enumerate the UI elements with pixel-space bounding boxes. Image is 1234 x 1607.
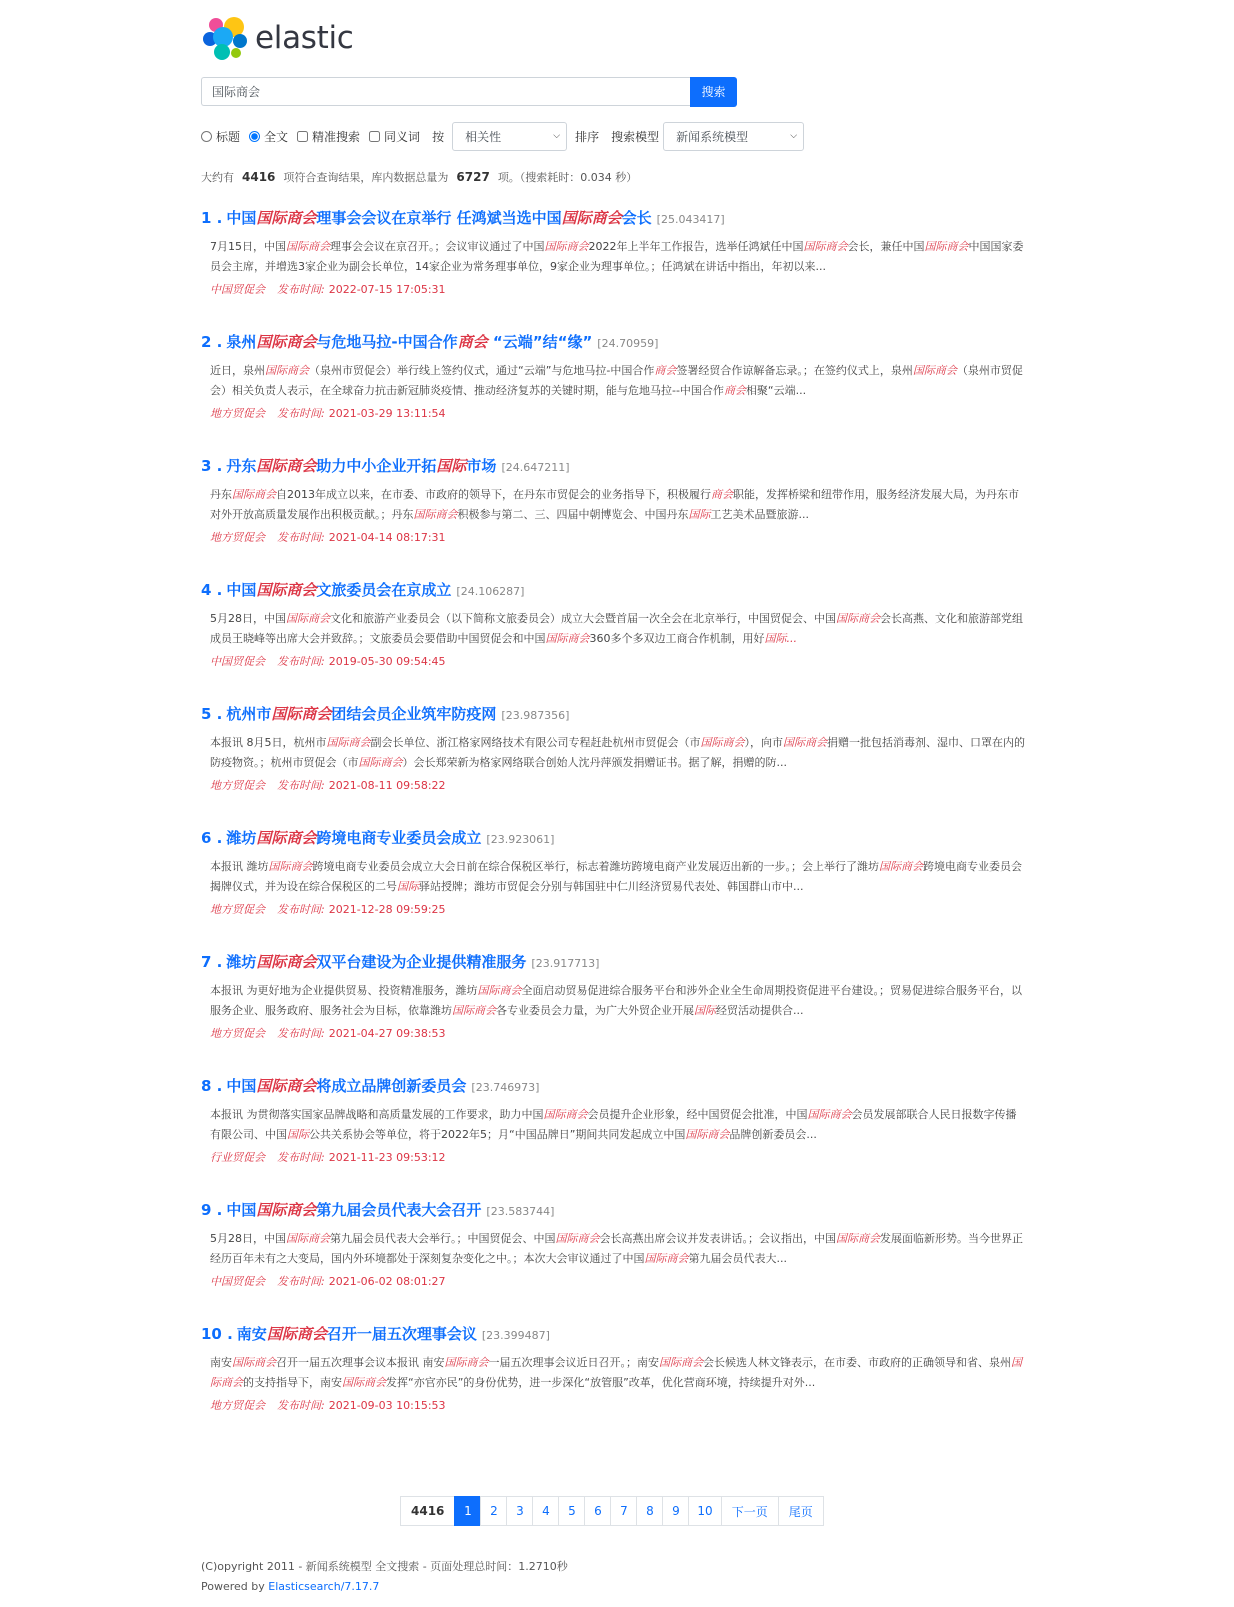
publish-time-label: 发布时间:	[277, 1151, 325, 1164]
result-meta	[210, 777, 1035, 793]
result-title-link[interactable]	[201, 579, 1035, 601]
result-title-link[interactable]	[201, 703, 1035, 725]
publish-date: 2021-06-02 08:01:27	[328, 1275, 446, 1288]
result-snippet	[210, 1353, 1025, 1392]
result-number: 6 .	[201, 829, 223, 847]
highlight-term: 国际商会	[256, 953, 317, 971]
highlight-term: 国际商会	[783, 736, 827, 749]
text-segment: 会长候选人林文锋表示，在市委、市政府的正确领导和省、泉州	[703, 1356, 1011, 1369]
relevance-score: [24.647211]	[501, 461, 570, 474]
text-segment: 第九届会员代表大会举行。；中国贸促会、中国	[330, 1232, 556, 1245]
highlight-term: 国际商会	[555, 1232, 600, 1245]
result-source: 行业贸促会	[210, 1151, 265, 1164]
result-item	[201, 1199, 1035, 1323]
text-segment: 理事会会议在京召开。；会议审议通过了中国	[330, 240, 545, 253]
text-segment: 职能，发挥桥梁和纽带作用，服务经济发展大局，为丹东市对外开放高质量发展作出积极贡献。；丹东	[210, 488, 1019, 521]
publish-time-label: 发布时间:	[277, 283, 325, 296]
result-snippet	[210, 1229, 1025, 1268]
highlight-term: 国际商会	[265, 364, 309, 377]
result-item	[201, 951, 1035, 1075]
publish-date: 2021-11-23 09:53:12	[328, 1151, 446, 1164]
text-segment: 5月28日，中国	[210, 612, 286, 625]
text-segment: 5月28日，中国	[210, 1232, 286, 1245]
highlight-term: 商会	[654, 364, 677, 377]
highlight-term: 国际商会	[232, 1356, 276, 1369]
scope-fulltext-radio[interactable]	[249, 131, 260, 142]
text-segment: 自2013年成立以来，在市委、市政府的领导下，在丹东市贸促会的业务指导下，积极履行	[276, 488, 711, 501]
highlight-term: 国际商会	[286, 240, 330, 253]
text-segment: 发挥“亦官亦民”的身份优势，进一步深化“放管服”改革，优化营商环境，持续提升对外...	[386, 1375, 816, 1389]
result-number: 3 .	[201, 457, 223, 475]
synonym-option[interactable]: 同义词	[369, 128, 420, 145]
result-source: 地方贸促会	[210, 903, 265, 916]
highlight-term: 国际商会	[256, 333, 317, 351]
page-link[interactable]: 1	[454, 1496, 481, 1526]
result-meta	[210, 1273, 1035, 1289]
page-link[interactable]: 4	[532, 1496, 559, 1526]
text-segment: 丹东	[210, 488, 232, 501]
highlight-term: 国际商会	[256, 1201, 317, 1219]
highlight-term: 国际商会	[413, 507, 458, 521]
publish-date: 2021-04-14 08:17:31	[328, 531, 446, 544]
relevance-score: [24.70959]	[597, 337, 659, 350]
highlight-term: 国际商会	[326, 736, 371, 749]
result-number: 10 .	[201, 1325, 233, 1343]
highlight-term: 商会	[457, 333, 488, 351]
page-link[interactable]: 8	[636, 1496, 663, 1526]
highlight-term: 国际	[694, 1003, 716, 1017]
model-select[interactable]	[663, 122, 804, 151]
text-segment: （泉州市贸促会）相关负责人表示，在全球奋力抗击新冠肺炎疫情、推动经济复苏的关键时期，能与危地马拉--中国合作	[210, 364, 1023, 397]
chevron-down-icon: ⌵	[553, 131, 561, 141]
result-source: 地方贸促会	[210, 1399, 265, 1412]
result-title-link[interactable]	[201, 331, 1035, 353]
text-segment: 捐赠一批包括消毒剂、湿巾、口罩在内的防疫物资。；杭州市贸促会（市	[210, 736, 1025, 769]
result-title-link[interactable]	[201, 1199, 1035, 1221]
text-segment: 杭州市	[226, 705, 272, 723]
scope-title-radio[interactable]	[201, 131, 212, 142]
highlight-term: 国际商会	[210, 1356, 1022, 1389]
publish-date: 2021-08-11 09:58:22	[328, 779, 446, 792]
result-source: 中国贸促会	[210, 283, 265, 296]
text-segment: 会长，兼任中国	[847, 240, 925, 253]
highlight-term: 商会	[723, 383, 746, 397]
text-segment: ）会长郑荣新为格家网络联合创始人沈丹萍颁发捐赠证书。据了解，捐赠的防...	[402, 755, 787, 769]
highlight-term: 国际商会	[342, 1375, 386, 1389]
result-title-link[interactable]	[201, 951, 1035, 973]
highlight-term: 国际	[287, 1127, 309, 1141]
relevance-score: [23.746973]	[471, 1081, 540, 1094]
brand-name: elastic	[255, 20, 354, 56]
text-segment: 一届五次理事会议近日召开。；南安	[488, 1356, 659, 1369]
publish-date: 2022-07-15 17:05:31	[328, 283, 446, 296]
text-segment: 理事会会议在京举行 任鸿斌当选中国	[316, 209, 562, 227]
result-item	[201, 1075, 1035, 1199]
exact-search-option[interactable]: 精准搜索	[297, 128, 360, 145]
highlight-term: 国际商会	[659, 1356, 703, 1369]
result-item	[201, 455, 1035, 579]
text-segment: 中国	[226, 209, 257, 227]
publish-date: 2019-05-30 09:54:45	[328, 655, 446, 668]
highlight-term: 国际商会	[286, 612, 330, 625]
publish-time-label: 发布时间:	[277, 407, 325, 420]
text-segment: 中国	[226, 581, 257, 599]
result-item	[201, 1323, 1035, 1447]
publish-time-label: 发布时间:	[277, 1027, 325, 1040]
search-bar	[201, 77, 737, 107]
text-segment: 发展面临新形势。当今世界正经历百年未有之大变局，国内外环境都处于深刻复杂变化之中。；本次大会审议通过了中国	[210, 1232, 1023, 1265]
result-meta	[210, 1149, 1035, 1165]
text-segment: 与危地马拉-中国合作	[316, 333, 458, 351]
results-list	[201, 207, 1035, 1447]
text-segment: （泉州市贸促会）举行线上签约仪式，通过“云端”与危地马拉-中国合作	[309, 364, 655, 377]
publish-date: 2021-03-29 13:11:54	[328, 407, 446, 420]
text-segment: 积极参与第二、三、四届中朝博览会、中国丹东	[457, 507, 689, 521]
brand-logo[interactable]	[201, 14, 354, 62]
scope-fulltext-option[interactable]: 全文	[249, 128, 288, 145]
publish-date: 2021-09-03 10:15:53	[328, 1399, 446, 1412]
result-number: 2 .	[201, 333, 223, 351]
result-number: 4 .	[201, 581, 223, 599]
text-segment: 本报讯 8月5日，杭州市	[210, 736, 327, 749]
result-meta	[210, 405, 1035, 421]
search-button[interactable]: 搜索	[690, 77, 737, 107]
highlight-term: 商会	[711, 488, 733, 501]
result-number: 5 .	[201, 705, 223, 723]
elasticsearch-link[interactable]: Elasticsearch/7.17.7	[268, 1580, 380, 1593]
result-snippet	[210, 361, 1025, 400]
result-snippet	[210, 237, 1025, 276]
result-count: 4416	[242, 170, 276, 184]
powered-by: Powered by Elasticsearch/7.17.7	[201, 1580, 380, 1593]
result-stats: 大约有 4416 项符合查询结果，库内数据总量为 6727 项。（搜索耗时：0.034 秒）	[201, 170, 638, 184]
highlight-term: 国际商会	[879, 860, 923, 873]
highlight-term: 国际商会	[266, 1325, 327, 1343]
result-snippet	[210, 1105, 1025, 1144]
result-item	[201, 207, 1035, 331]
text-segment: 360多个多双边工商合作机制，用好	[589, 631, 765, 645]
highlight-term: 国际	[436, 457, 467, 475]
result-meta	[210, 1025, 1035, 1041]
highlight-term: 国际商会	[912, 364, 957, 377]
result-snippet	[210, 609, 1025, 648]
page-link[interactable]: 5	[558, 1496, 585, 1526]
text-segment: 近日，泉州	[210, 364, 265, 377]
text-segment: 工艺美术品暨旅游...	[710, 507, 809, 521]
publish-time-label: 发布时间:	[277, 903, 325, 916]
highlight-term: 国际商会	[286, 1232, 330, 1245]
result-item	[201, 703, 1035, 827]
result-number: 1 .	[201, 209, 223, 227]
text-segment: 的支持指导下，南安	[243, 1375, 342, 1389]
model-select-value: 新闻系统模型	[676, 129, 749, 144]
text-segment: 相聚“云端...	[745, 383, 807, 397]
highlight-term: 国际...	[764, 631, 797, 645]
result-snippet	[210, 857, 1025, 896]
highlight-term: 国际商会	[803, 240, 848, 253]
text-segment: 会长高燕出席会议并发表讲话。；会议指出，中国	[599, 1232, 836, 1245]
text-segment: 将成立品牌创新委员会	[316, 1077, 467, 1095]
text-segment: 跨境电商专业委员会成立大会日前在综合保税区举行，标志着潍坊跨境电商产业发展迈出新的一步。；会上举行了潍坊	[312, 860, 879, 873]
text-segment: 市场	[466, 457, 497, 475]
result-snippet	[210, 981, 1025, 1020]
highlight-term: 国际商会	[477, 984, 522, 997]
highlight-term: 国际商会	[256, 581, 317, 599]
text-segment: 丹东	[226, 457, 257, 475]
text-segment: 会员提升企业形象，经中国贸促会批准，中国	[587, 1108, 808, 1121]
search-options	[201, 121, 804, 151]
publish-time-label: 发布时间:	[277, 1275, 325, 1288]
search-input[interactable]	[201, 77, 690, 106]
sort-select[interactable]	[452, 122, 567, 151]
text-segment: 全面启动贸易促进综合服务平台和涉外企业全生命周期投资促进平台建设。；贸易促进综合服务平台，以服务企业、服务政府、服务社会为目标，依靠潍坊	[210, 984, 1022, 1017]
highlight-term: 国际商会	[256, 829, 317, 847]
highlight-term: 国际商会	[256, 1077, 317, 1095]
result-source: 地方贸促会	[210, 1027, 265, 1040]
text-segment: 跨境电商专业委员会揭牌仪式，并为设在综合保税区的二号	[210, 860, 1022, 893]
text-segment: 会长高燕、文化和旅游部党组成员王晓峰等出席大会并致辞。；文旅委员会要借助中国贸促会和中国	[210, 612, 1023, 645]
highlight-term: 国际商会	[232, 488, 276, 501]
highlight-term: 国际商会	[452, 1003, 496, 1017]
sort-by-label: 按	[432, 129, 445, 144]
text-segment: 泉州	[226, 333, 257, 351]
text-segment: 本报讯 为贯彻落实国家品牌战略和高质量发展的工作要求，助力中国	[210, 1108, 544, 1121]
highlight-term: 国际商会	[836, 1232, 880, 1245]
sort-select-value: 相关性	[465, 129, 502, 144]
highlight-term: 国际商会	[543, 1108, 588, 1121]
result-number: 9 .	[201, 1201, 223, 1219]
text-segment: 双平台建设为企业提供精准服务	[316, 953, 527, 971]
result-meta	[210, 1397, 1035, 1413]
highlight-term: 国际商会	[644, 1251, 689, 1265]
highlight-term: 国际商会	[561, 209, 622, 227]
publish-time-label: 发布时间:	[277, 779, 325, 792]
result-meta	[210, 529, 1035, 545]
result-snippet	[210, 733, 1025, 772]
footer	[201, 1557, 568, 1597]
text-segment: 签署经贸合作谅解备忘录。；在签约仪式上，泉州	[676, 364, 913, 377]
relevance-score: [25.043417]	[656, 213, 725, 226]
result-meta	[210, 281, 1035, 297]
result-source: 中国贸促会	[210, 1275, 265, 1288]
highlight-term: 国际商会	[271, 705, 332, 723]
highlight-term: 国际商会	[256, 209, 317, 227]
result-source: 地方贸促会	[210, 531, 265, 544]
highlight-term: 国际	[397, 879, 419, 893]
next-page-link[interactable]: 下一页	[721, 1496, 779, 1526]
highlight-term: 国际商会	[924, 240, 969, 253]
text-segment: 助力中小企业开拓	[316, 457, 437, 475]
relevance-score: [23.923061]	[486, 833, 555, 846]
text-segment: 7月15日，中国	[210, 240, 286, 253]
publish-time-label: 发布时间:	[277, 655, 325, 668]
publish-time-label: 发布时间:	[277, 531, 325, 544]
text-segment: 第九届会员代表大会召开	[316, 1201, 482, 1219]
total-count: 6727	[456, 170, 490, 184]
result-source: 中国贸促会	[210, 655, 265, 668]
highlight-term: 国际	[688, 507, 711, 521]
text-segment: 文旅委员会在京成立	[316, 581, 452, 599]
result-title-link[interactable]	[201, 207, 1035, 229]
text-segment: 公共关系协会等单位，将于2022年5；月“中国品牌日”期间共同发起成立中国	[309, 1127, 686, 1141]
text-segment: 会员发展部联合人民日报数字传播有限公司、中国	[210, 1108, 1017, 1141]
result-source: 地方贸促会	[210, 407, 265, 420]
pagination-total: 4416	[400, 1496, 455, 1526]
result-number: 7 .	[201, 953, 223, 971]
text-segment: 团结会员企业筑牢防疫网	[331, 705, 497, 723]
result-title-link[interactable]	[201, 827, 1035, 849]
text-segment: 品牌创新委员会...	[729, 1127, 817, 1141]
copyright-text: (C)opyright 2011 - 新闻系统模型 全文搜索 - 页面处理总时间：1.2710秒	[201, 1560, 568, 1573]
result-title-link[interactable]	[201, 455, 1035, 477]
highlight-term: 国际商会	[700, 736, 745, 749]
page-link[interactable]: 10	[688, 1496, 721, 1526]
result-title-link[interactable]	[201, 1323, 1035, 1345]
text-segment: 跨境电商专业委员会成立	[316, 829, 482, 847]
relevance-score: [24.106287]	[456, 585, 525, 598]
text-segment: 中国国家委员会主席，并增选3家企业为副会长单位，14家企业为常务理事单位，9家企业为理事单位。；任鸿斌在讲话中指出，年初以来...	[210, 240, 1024, 273]
relevance-score: [23.399487]	[481, 1329, 550, 1342]
result-item	[201, 827, 1035, 951]
result-title-link[interactable]	[201, 1075, 1035, 1097]
highlight-term: 国际商会	[836, 612, 880, 625]
text-segment: 驿站授牌；潍坊市贸促会分别与韩国驻中仁川经济贸易代表处、韩国群山市中...	[419, 879, 804, 893]
text-segment: 本报讯 为更好地为企业提供贸易、投资精准服务，潍坊	[210, 984, 478, 997]
scope-title-option[interactable]: 标题	[201, 128, 240, 145]
text-segment: 中国	[226, 1201, 257, 1219]
page-link[interactable]: 7	[610, 1496, 637, 1526]
text-segment: 南安	[236, 1325, 267, 1343]
pagination	[401, 1496, 824, 1526]
elastic-logo-icon	[201, 14, 249, 62]
chevron-down-icon: ⌵	[790, 131, 798, 141]
highlight-term: 国际商会	[268, 860, 313, 873]
result-source: 地方贸促会	[210, 779, 265, 792]
last-page-link[interactable]: 尾页	[778, 1496, 824, 1526]
highlight-term: 国际商会	[807, 1108, 852, 1121]
highlight-term: 国际商会	[256, 457, 317, 475]
result-item	[201, 579, 1035, 703]
text-segment: 召开一届五次理事会议本报讯 南安	[276, 1356, 445, 1369]
relevance-score: [23.917713]	[531, 957, 600, 970]
synonym-checkbox[interactable]	[369, 131, 380, 142]
text-segment: 本报讯 潍坊	[210, 860, 269, 873]
result-number: 8 .	[201, 1077, 223, 1095]
publish-time-label: 发布时间:	[277, 1399, 325, 1412]
text-segment: 潍坊	[226, 953, 257, 971]
highlight-term: 国际商会	[544, 240, 589, 253]
text-segment: ），向市	[744, 736, 783, 749]
publish-date: 2021-12-28 09:59:25	[328, 903, 446, 916]
relevance-score: [23.987356]	[501, 709, 570, 722]
sort-label: 排序	[575, 129, 600, 144]
text-segment: 第九届会员代表大...	[688, 1251, 787, 1265]
text-segment: 会长	[621, 209, 652, 227]
text-segment: 南安	[210, 1356, 232, 1369]
relevance-score: [23.583744]	[486, 1205, 555, 1218]
result-meta	[210, 653, 1035, 669]
text-segment: “云端”结“缘”	[487, 333, 593, 351]
model-label: 搜索模型	[611, 129, 660, 144]
text-segment: 各专业委员会力量，为广大外贸企业开展	[496, 1003, 694, 1017]
result-meta	[210, 901, 1035, 917]
text-segment: 中国	[226, 1077, 257, 1095]
highlight-term: 国际商会	[545, 631, 590, 645]
highlight-term: 国际商会	[358, 755, 403, 769]
highlight-term: 国际商会	[685, 1127, 730, 1141]
page-link[interactable]: 3	[506, 1496, 533, 1526]
text-segment: 潍坊	[226, 829, 257, 847]
result-snippet	[210, 485, 1025, 524]
text-segment: 召开一届五次理事会议	[326, 1325, 477, 1343]
highlight-term: 国际商会	[444, 1356, 489, 1369]
publish-date: 2021-04-27 09:38:53	[328, 1027, 446, 1040]
text-segment: 经贸活动提供合...	[716, 1003, 804, 1017]
page-link[interactable]: 2	[480, 1496, 507, 1526]
text-segment: 2022年上半年工作报告，选举任鸿斌任中国	[588, 240, 804, 253]
exact-search-checkbox[interactable]	[297, 131, 308, 142]
text-segment: 副会长单位、浙江格家网络技术有限公司专程赶赴杭州市贸促会（市	[370, 736, 701, 749]
page-link[interactable]: 6	[584, 1496, 611, 1526]
page-link[interactable]: 9	[662, 1496, 689, 1526]
text-segment: 文化和旅游产业委员会（以下简称文旅委员会）成立大会暨首届一次全会在北京举行，中国贸促会、中国	[330, 612, 836, 625]
result-item	[201, 331, 1035, 455]
